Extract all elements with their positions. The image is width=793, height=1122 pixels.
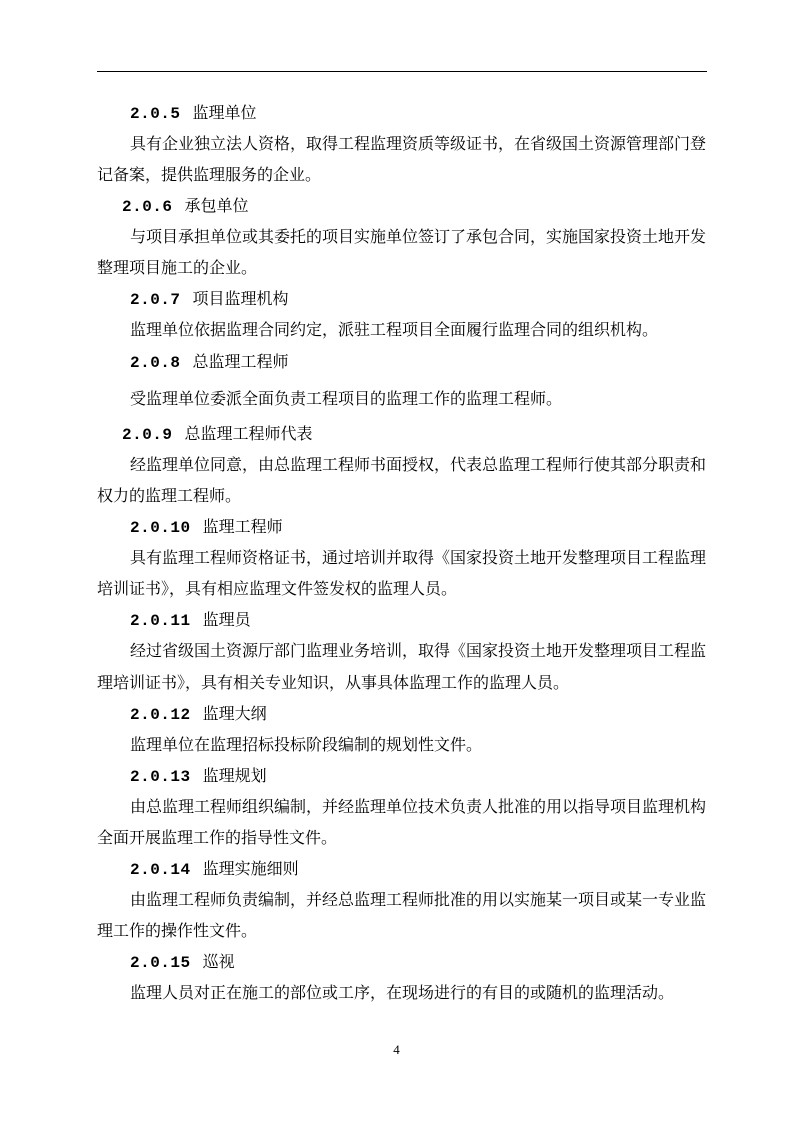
term-definition-continuation: 记备案，提供监理服务的企业。 [97,165,322,184]
term-definition: 由监理工程师负责编制，并经总监理工程师批准的用以实施某一项目或某一专业监 [130,890,707,909]
term-number: 2.0.8 [130,354,181,372]
term-number: 2.0.10 [130,519,191,537]
term-definition: 具有企业独立法人资格，取得工程监理资质等级证书，在省级国土资源管理部门登 [130,134,707,153]
term-title: 承包单位 [184,196,249,215]
term-definition: 监理人员对正在施工的部位或工序，在现场进行的有目的或随机的监理活动。 [130,983,675,1002]
term-heading [130,103,257,124]
term-number: 2.0.9 [122,426,173,444]
term-heading [130,859,299,880]
term-definition-continuation: 理工作的操作性文件。 [97,921,258,940]
term-definition-continuation: 权力的监理工程师。 [97,486,242,505]
term-definition: 与项目承担单位或其委托的项目实施单位签订了承包合同，实施国家投资土地开发 [130,227,707,246]
term-title: 总监理工程师代表 [184,424,313,443]
term-title: 监理规划 [202,766,267,785]
term-heading [122,424,313,445]
term-title: 巡视 [202,952,235,971]
term-definition: 监理单位在监理招标投标阶段编制的规划性文件。 [130,735,483,754]
term-heading [130,610,251,631]
term-number: 2.0.14 [130,861,191,879]
term-definition: 受监理单位委派全面负责工程项目的监理工作的监理工程师。 [130,389,563,408]
term-heading [130,517,283,538]
term-definition-continuation: 全面开展监理工作的指导性文件。 [97,828,338,847]
term-definition: 由总监理工程师组织编制，并经监理单位技术负责人批准的用以指导项目监理机构 [130,797,707,816]
term-title: 监理单位 [192,103,257,122]
term-definition: 经监理单位同意，由总监理工程师书面授权，代表总监理工程师行使其部分职责和 [130,455,707,474]
term-number: 2.0.13 [130,768,191,786]
term-definition-continuation: 整理项目施工的企业。 [97,258,258,277]
term-number: 2.0.15 [130,954,191,972]
term-number: 2.0.11 [130,612,191,630]
term-definition: 具有监理工程师资格证书，通过培训并取得《国家投资土地开发整理项目工程监理 [130,548,707,567]
term-heading [130,352,289,373]
page-number: 4 [393,1042,400,1057]
term-number: 2.0.5 [130,105,181,123]
term-title: 总监理工程师 [192,352,289,371]
term-heading [130,704,267,725]
term-number: 2.0.6 [122,198,173,216]
term-heading [130,952,235,973]
term-title: 监理实施细则 [202,859,299,878]
term-number: 2.0.12 [130,706,191,724]
term-definition: 经过省级国土资源厅部门监理业务培训，取得《国家投资土地开发整理项目工程监 [130,641,707,660]
term-definition-continuation: 培训证书》，具有相应监理文件签发权的监理人员。 [97,579,458,598]
header-rule [97,71,707,72]
term-title: 监理员 [202,610,251,629]
term-title: 监理工程师 [202,517,283,536]
term-definition: 监理单位依据监理合同约定，派驻工程项目全面履行监理合同的组织机构。 [130,320,659,339]
term-heading [130,766,267,787]
term-number: 2.0.7 [130,291,181,309]
term-heading [130,289,289,310]
term-title: 监理大纲 [202,704,267,723]
term-definition-continuation: 理培训证书》，具有相关专业知识，从事具体监理工作的监理人员。 [97,673,570,692]
term-heading [122,196,249,217]
term-title: 项目监理机构 [192,289,289,308]
